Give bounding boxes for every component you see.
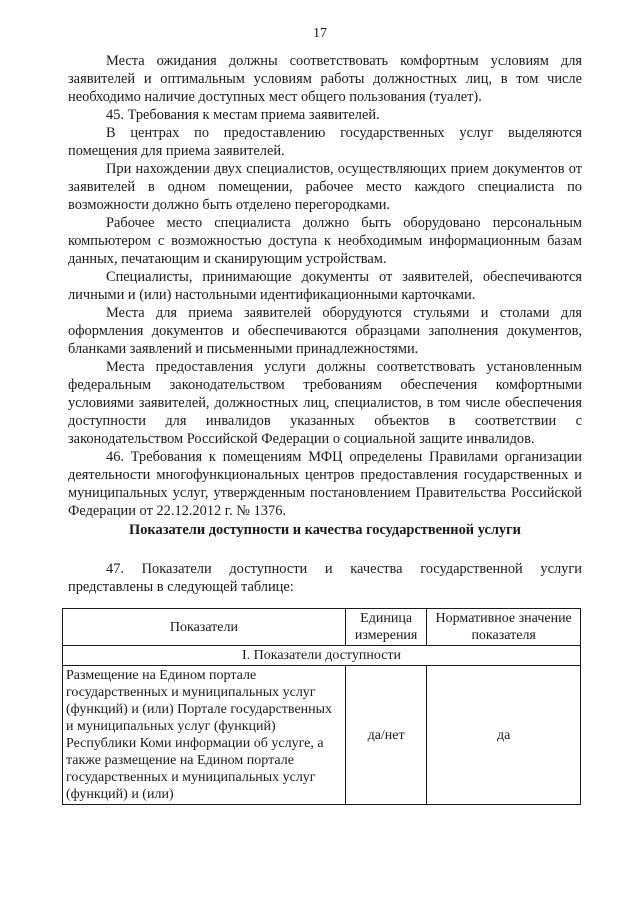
paragraph-id-cards: Специалисты, принимающие документы от заявителей, обеспечиваются личными и (или) настольными идентификационными карточками. — [68, 269, 582, 303]
cell-indicator: Размещение на Едином портале государственных и муниципальных услуг (функций) и (или) Портале государственных и муниципальных услуг (функций) Республики Коми информации об услуге, а также размещение на Едином портале государственных и муниципальных услуг (функций) и (или) — [63, 666, 346, 805]
table-section-row — [63, 646, 581, 666]
paragraph-46-mfc: 46. Требования к помещениям МФЦ определены Правилами организации деятельности многофункциональных центров предоставления государственных и муниципальных услуг, утвержденным постановлением Правительства Российской Федерации от 22.12.2012 г. № 1376. — [68, 449, 582, 519]
table-header-row — [63, 609, 581, 646]
cell-unit: да/нет — [345, 666, 426, 805]
table-row — [63, 666, 581, 805]
section-heading: Показатели доступности и качества государственной услуги — [129, 522, 521, 538]
table-intro: 47. Показатели доступности и качества государственной услуги представлены в следующей таблице: — [68, 561, 582, 595]
header-norm: Нормативное значение показателя — [427, 609, 581, 646]
paragraph-45-title: 45. Требования к местам приема заявителей. — [106, 107, 380, 123]
header-indicator: Показатели — [63, 609, 346, 646]
paragraph-partitions: При нахождении двух специалистов, осуществляющих прием документов от заявителей в одном помещении, рабочее место каждого специалиста по возможности должно быть отделено перегородками. — [68, 161, 582, 213]
page-number: 17 — [313, 26, 327, 41]
paragraph-furniture: Места для приема заявителей оборудуются стульями и столами для оформления документов и обеспечиваются образцами заполнения документов, бланками заявлений и письменными принадлежностями. — [68, 305, 582, 357]
paragraph-waiting-areas: Места ожидания должны соответствовать комфортным условиям для заявителей и оптимальным условиям работы должностных лиц, в том числе необходимо наличие доступных мест общего пользования (туалет). — [68, 53, 582, 105]
section-row-accessibility: I. Показатели доступности — [63, 646, 581, 666]
paragraph-reception-rooms: В центрах по предоставлению государственных услуг выделяются помещения для приема заявителей. — [68, 125, 582, 159]
paragraph-accessibility: Места предоставления услуги должны соответствовать установленным федеральным законодательством требованиям обеспечения комфортными условиями заявителей, должностных лиц, специалистов, в том числе обеспечения доступности для инвалидов указанных объектов в соответствии с законодательством Российской Федерации о социальной защите инвалидов. — [68, 359, 582, 447]
cell-norm: да — [427, 666, 581, 805]
indicators-table — [62, 608, 581, 805]
document-body — [68, 52, 582, 520]
header-unit: Единица измерения — [345, 609, 426, 646]
paragraph-workplace-equipment: Рабочее место специалиста должно быть оборудовано персональным компьютером с возможностью доступа к необходимым информационным базам данных, печатающим и сканирующим устройствам. — [68, 215, 582, 267]
